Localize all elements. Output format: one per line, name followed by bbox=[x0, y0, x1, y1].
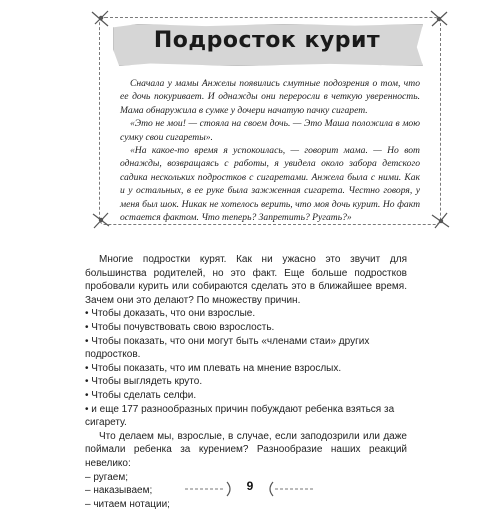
page-number: 9 bbox=[232, 479, 268, 493]
story-quote bbox=[120, 77, 420, 224]
list-item: – ругаем; bbox=[85, 471, 407, 485]
list-item: • Чтобы показать, что они могут быть «членами стаи» других подростков. bbox=[85, 335, 407, 362]
list-item: • Чтобы показать, что им плевать на мнение взрослых. bbox=[85, 362, 407, 376]
quote-paragraph: «Это не мои! — стояла на своем дочь. — Это Маша положила в мою сумку свои сигареты». bbox=[120, 117, 420, 144]
list-item: – наказываем; bbox=[85, 484, 407, 498]
pushpin-stitch-icon bbox=[430, 210, 452, 232]
list-item: • Чтобы выглядеть круто. bbox=[85, 375, 407, 389]
reasons-list bbox=[85, 307, 407, 429]
pushpin-stitch-icon bbox=[90, 210, 112, 232]
list-item: • и еще 177 разнообразных причин побуждают ребенка взяться за сигарету. bbox=[85, 403, 407, 430]
page-title: Подросток курит bbox=[113, 28, 421, 53]
list-item: – читаем нотации; bbox=[85, 498, 407, 511]
intro-paragraph: Многие подростки курят. Как ни ужасно это звучит для большинства родителей, но это факт. Еще больше подростков пробовали курить или собираются сделать это в ближайшее время. Зачем они это делают? По множеству причин. bbox=[85, 253, 407, 307]
list-item: • Чтобы почувствовать свою взрослость. bbox=[85, 321, 407, 335]
question-paragraph: Что делаем мы, взрослые, в случае, если заподозрили или даже поймали ребенка за курением? Разнообразие наших реакций невелико: bbox=[85, 430, 407, 471]
body-text bbox=[85, 253, 407, 511]
pushpin-stitch-icon bbox=[428, 8, 450, 30]
pushpin-stitch-icon bbox=[90, 8, 112, 30]
quote-paragraph: «На какое-то время я успокоилась, — говорит мама. — Но вот однажды, возвращаясь с работы, я увидела около забора детского садика нескольких подростков с сигаретами. Анжела была с ними. Как и у остальных, в ее руке была зажженная сигарета. Честно говоря, у меня был шок. Никак не хотелось верить, что моя дочь курит. Но факт остается фактом. Что теперь? Запретить? Ругать?» bbox=[120, 144, 420, 224]
list-item: • Чтобы сделать селфи. bbox=[85, 389, 407, 403]
list-item: • Чтобы доказать, что они взрослые. bbox=[85, 307, 407, 321]
quote-paragraph: Сначала у мамы Анжелы появились смутные подозрения о том, что ее дочь покуривает. И однажды они переросли в четкую уверенность. Мама обнаружила в сумке у дочери начатую пачку сигарет. bbox=[120, 77, 420, 117]
